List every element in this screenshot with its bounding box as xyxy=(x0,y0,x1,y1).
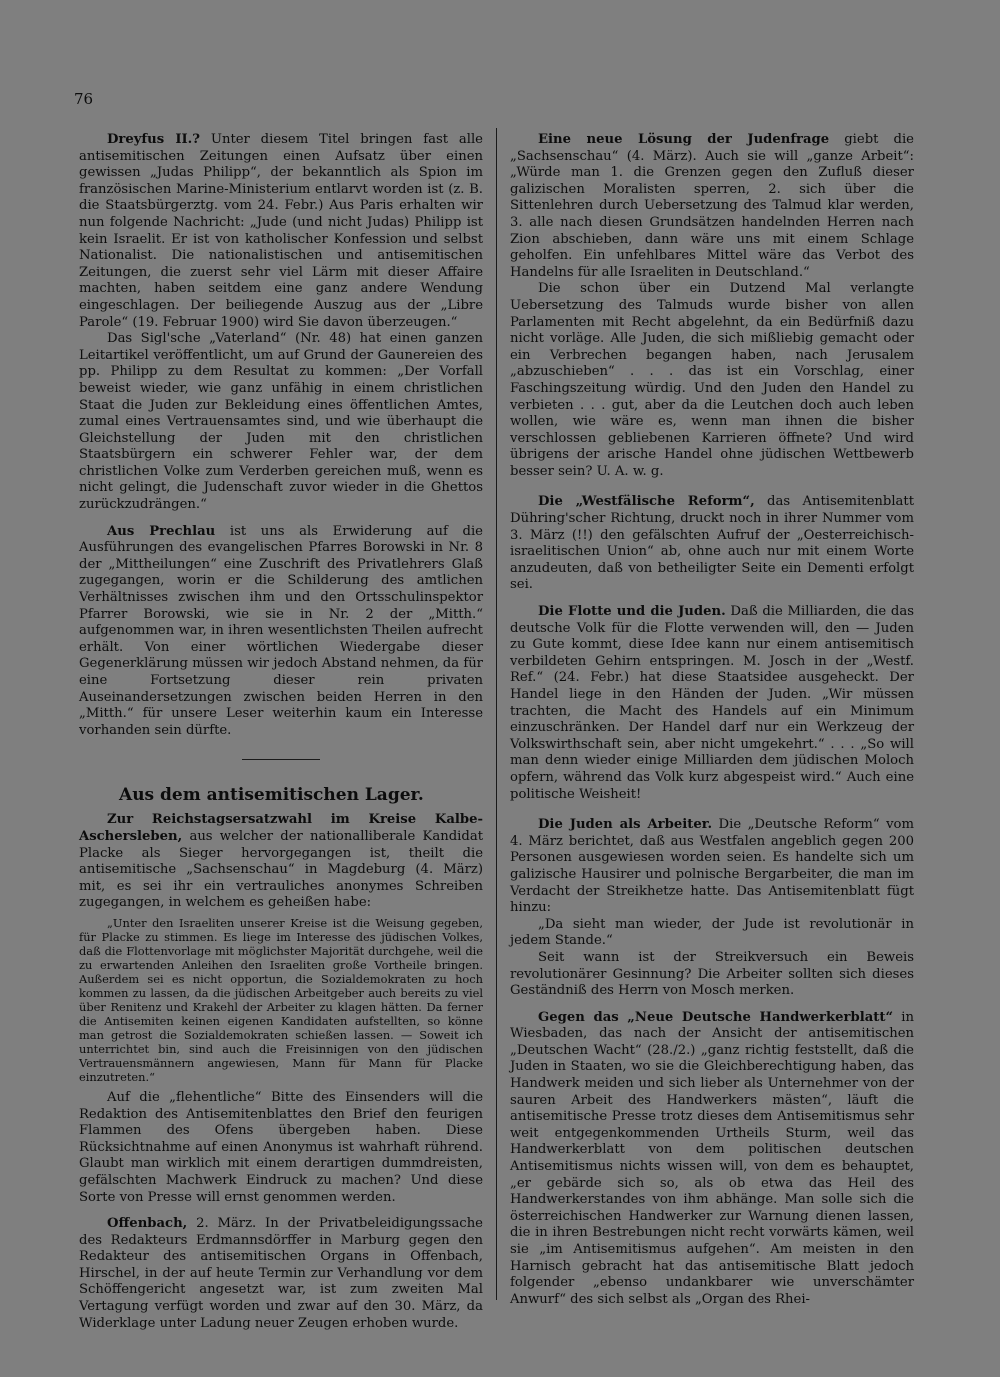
article-text: Seit wann ist der Streikversuch ein Beweis revolutionärer Gesinnung? Die Arbeiter sollten sich dieses Geständniß des Herrn von Mosch merken. xyxy=(510,949,914,999)
left-column xyxy=(79,132,483,1332)
quote-line: „Da sieht man wieder, der Jude ist revolutionär in jedem Stande.“ xyxy=(510,916,914,949)
article-heading: Die Juden als Arbeiter. xyxy=(538,817,713,833)
article-text: das Antisemitenblatt Dühring'scher Richtung, druckt noch in ihrer Nummer vom 3. März (!!) den gefälschten Aufruf der „Oesterreichisch-israelitischen Union“ ab, ohne auch nur mit einem Worte anzudeuten, daß von betheiligter Seite ein Dementi erfolgt sei. xyxy=(510,494,914,593)
article-heading: Dreyfus II.? xyxy=(107,132,201,147)
block-quote: „Unter den Israeliten unserer Kreise ist die Weisung gegeben, für Placke zu stimmen. Es liege im Interesse des jüdischen Volkes, daß die Flottenvorlage mit möglichster Majorität durchgehe, weil die zu erwartenden Anleihen den Israeliten große Vortheile bringen. Außerdem sei es nicht opportun, die Sozialdemokraten zu hoch kommen zu lassen, da die jüdischen Arbeitgeber auch bereits zu viel über Renitenz und Krakehl der Arbeiter zu klagen hätten. Da ferner die Antisemiten keinen eigenen Kandidaten aufstellten, so könne man getrost die Sozialdemokraten schießen lassen. — Soweit ich unterrichtet bin, sind auch die Freisinnigen von den jüdischen Vertrauensmännern angewiesen, Mann für Mann für Placke einzutreten.“ xyxy=(79,915,483,1084)
page-number: 76 xyxy=(74,90,94,108)
article-offenbach xyxy=(79,1216,483,1332)
article-arbeiter xyxy=(510,817,914,917)
article-text: Die schon über ein Dutzend Mal verlangte Uebersetzung des Talmuds wurde bisher von allen Parlamenten mit Recht abgelehnt, da ein Bedürfniß dazu nicht vorläge. Alle Juden, die sich mißliebig gemacht oder ein Verbrechen begangen haben, nach Jerusalem „abzuschieben“ . . . das ist ein Vorschlag, einer Faschingszeitung würdig. Und den Juden den Handel zu verbieten . . . gut, aber da die Leutchen doch auch leben wollen, wie wäre es, wenn man ihnen die bisher verschlossen gebliebenen Karrieren öffnete? Und wird übrigens der arische Handel ohne jüdischen Wettbewerb besser sein? U. A. w. g. xyxy=(510,281,914,479)
article-heading: Gegen das „Neue Deutsche Handwerkerblatt“ xyxy=(538,1009,894,1025)
right-column xyxy=(510,132,914,1308)
column-divider xyxy=(496,128,497,1300)
article-text: Unter diesem Titel bringen fast alle antisemitischen Zeitungen einen Aufsatz über einen gewissen „Judas Philipp“, der bekanntlich als Spion im französischen Marine-Ministerium entlarvt worden ist (z. B. die Staatsbürgerztg. vom 24. Febr.) Aus Paris erhalten wir nun folgende Nachricht: „Jude (und nicht Judas) Philipp ist kein Israelit. Er ist von katholischer Konfession und selbst Nationalist. Die nationalistischen und antisemitischen Zeitungen, die zuerst sehr viel Lärm mit dieser Affaire machten, haben seitdem eine ganz andere Wendung eingeschlagen. Der beiliegende Auszug aus der „Libre Parole“ (19. Februar 1900) wird Sie davon überzeugen.“ xyxy=(79,132,483,330)
article-reichstagswahl xyxy=(79,812,483,912)
article-handwerkerblatt xyxy=(510,1010,914,1309)
article-heading: Offenbach, xyxy=(107,1216,188,1232)
separator-line xyxy=(242,759,320,760)
article-text: giebt die „Sachsenschau“ (4. März). Auch sie will „ganze Arbeit“: „Würde man 1. die Grenzen gegen den Zufluß dieser galizischen Moralisten sperren, 2. sich über die Sittenlehren durch Uebersetzung des Talmud klar werden, 3. alle nach diesen Grundsätzen handelnden Herren nach Zion abschieben, dann wäre uns mit einem Schlage geholfen. Ein unfehlbares Mittel wäre das Verbot des Handelns für alle Israeliten in Deutschland.“ xyxy=(510,132,914,280)
article-heading: Zur Reichstagsersatzwahl im Kreise Kalbe-Aschersleben, xyxy=(79,812,483,844)
article-judenfrage xyxy=(510,132,914,281)
article-text: Auf die „flehentliche“ Bitte des Einsenders will die Redaktion des Antisemitenblattes den Brief den feurigen Flammen des Ofens übergeben haben. Diese Rücksichtnahme auf einen Anonymus ist wahrhaft rührend. Glaubt man wirklich mit einem derartigen dummdreisten, gefälschten Machwerk Eindruck zu machen? Und diese Sorte von Presse will ernst genommen werden. xyxy=(79,1089,483,1205)
article-text: Daß die Milliarden, die das deutsche Volk für die Flotte verwenden will, den — Juden zu Gute kommt, diese Idee kann nur einem antisemitisch verbildeten Gehirn entspringen. M. Josch in der „Westf. Ref.“ (24. Febr.) hat diese Staatsidee ausgeheckt. Der Handel liege in den Händen der Juden. „Wir müssen trachten, die Macht des Handels auf ein Minimum einzuschränken. Der Handel darf nur ein Werkzeug der Volkswirthschaft sein, aber nicht umgekehrt.“ . . . „So will man denn wieder einige Milliarden dem jüdischen Moloch opfern, während das Volk kurz abgespeist wird.“ Auch eine politische Weisheit! xyxy=(510,604,914,802)
article-flotte xyxy=(510,604,914,803)
article-heading: Die „Westfälische Reform“, xyxy=(538,494,755,510)
article-text: 2. März. In der Privatbeleidigungssache des Redakteurs Erdmannsdörffer in Marburg gegen den Redakteur des antisemitischen Organs in Offenbach, Hirschel, in der auf heute Termin zur Verhandlung vor dem Schöffengericht angesetzt war, ist zum zweiten Mal Vertagung verfügt worden und zwar auf den 30. März, da Widerklage unter Ladung neuer Zeugen erhoben wurde. xyxy=(79,1216,483,1331)
article-text: Die „Deutsche Reform“ vom 4. März berichtet, daß aus Westfalen angeblich gegen 200 Personen ausgewiesen worden seien. Es handelte sich um galizische Hausirer und polnische Bergarbeiter, die man im Verdacht der Streikhetze hatte. Das Antisemitenblatt fügt hinzu: xyxy=(510,817,914,916)
article-heading: Aus Prechlau xyxy=(107,523,216,539)
article-text: ist uns als Erwiderung auf die Ausführungen des evangelischen Pfarres Borowski in Nr. 8 der „Mittheilungen“ eine Zuschrift des Privatlehrers Glaß zugegangen, worin er die Schilderung des amtlichen Verhältnisses zwischen ihm und den Ortsschulinspektor Pfarrer Borowski, wie sie in Nr. 2 der „Mitth.“ aufgenommen war, in ihren wesentlichsten Theilen aufrecht erhält. Von einer wörtlichen Wiedergabe dieser Gegenerklärung müssen wir jedoch Abstand nehmen, da für eine Fortsetzung dieser rein privaten Auseinandersetzungen zwischen beiden Herren in den „Mitth.“ für unsere Leser weiterhin kaum ein Interesse vorhanden sein dürfte. xyxy=(79,523,483,738)
article-heading: Die Flotte und die Juden. xyxy=(538,604,726,620)
section-title: Aus dem antisemitischen Lager. xyxy=(119,785,424,806)
article-vaterland: Das Sigl'sche „Vaterland“ (Nr. 48) hat einen ganzen Leitartikel veröffentlicht, um auf Grund der Gaunereien des pp. Philipp zu dem Resultat zu kommen: „Der Vorfall beweist wieder, wie ganz unfähig in einem christlichen Staat die Juden zur Bekleidung eines öffentlichen Amtes, zumal eines Vertrauensamtes sind, und wie überhaupt die Gleichstellung der Juden mit den christlichen Staatsbürgern ein schwerer Fehler war, der dem christlichen Volke zum Verderben gereichen muß, wenn es nicht gelingt, die Judenschaft zuvor wieder in die Ghettos zurückzudrängen.“ xyxy=(79,331,483,513)
article-westfaelische-reform xyxy=(510,494,914,594)
article-dreyfus xyxy=(79,132,483,331)
article-text: in Wiesbaden, das nach der Ansicht der antisemitischen „Deutschen Wacht“ (28./2.) „ganz richtig feststellt, daß die Juden in Staaten, wo sie die Gleichberechtigung haben, das Handwerk meiden und sich lieber als Unternehmer von der sauren Arbeit des Handwerkers mästen“, läuft die antisemitische Presse trotz dieses dem Antisemitismus sehr weit entgegenkommenden Urtheils Sturm, weil das Handwerkerblatt von dem politischen deutschen Antisemitismus nichts wissen will, von dem es behauptet, „er gebärde sich so, als ob etwa das Heil des Handwerkerstandes von ihm abhänge. Man solle sich die österreichischen Handwerker zur Warnung dienen lassen, die in ihren Bestrebungen nicht recht vorwärts kämen, weil sie „im Antisemitismus aufgehen“. Am meisten in den Harnisch gebracht hat das antisemitische Blatt jedoch folgender „ebenso undankbarer wie unverschämter Anwurf“ des sich selbst als „Organ des Rhei- xyxy=(510,1009,914,1307)
article-prechlau xyxy=(79,524,483,740)
article-text: aus welcher der nationalliberale Kandidat Placke als Sieger hervorgegangen ist, theilt die antisemitische „Sachsenschau“ in Magdeburg (4. März) mit, es sei ihr ein vertrauliches anonymes Schreiben zugegangen, in welchem es geheißen habe: xyxy=(79,828,483,911)
article-heading: Eine neue Lösung der Judenfrage xyxy=(538,132,830,147)
